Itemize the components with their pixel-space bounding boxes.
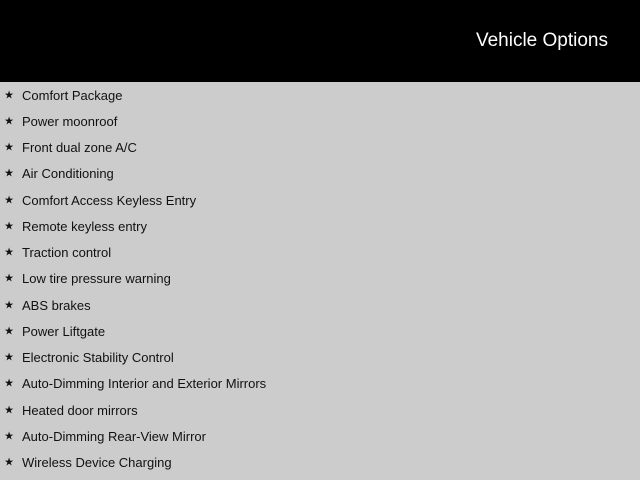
option-label: Power moonroof — [22, 113, 118, 129]
star-icon: ★ — [4, 351, 14, 364]
option-label: Remote keyless entry — [22, 218, 147, 234]
option-label: Comfort Package — [22, 87, 123, 103]
list-item — [0, 109, 640, 135]
star-icon: ★ — [4, 272, 14, 285]
option-label: Auto-Dimming Rear-View Mirror — [22, 428, 206, 444]
list-item — [0, 398, 640, 424]
list-item — [0, 266, 640, 292]
star-icon: ★ — [4, 456, 14, 469]
list-item — [0, 424, 640, 450]
vehicle-options-list — [0, 82, 640, 476]
list-item — [0, 293, 640, 319]
star-icon: ★ — [4, 141, 14, 154]
option-label: Heated door mirrors — [22, 402, 138, 418]
list-item — [0, 319, 640, 345]
list-item — [0, 450, 640, 476]
star-icon: ★ — [4, 194, 14, 207]
star-icon: ★ — [4, 115, 14, 128]
option-label: Front dual zone A/C — [22, 140, 137, 156]
option-label: Comfort Access Keyless Entry — [22, 192, 197, 208]
star-icon: ★ — [4, 377, 14, 390]
page-title: Vehicle Options — [475, 30, 608, 51]
star-icon: ★ — [4, 430, 14, 443]
list-item — [0, 83, 640, 109]
star-icon: ★ — [4, 167, 14, 180]
star-icon: ★ — [4, 89, 14, 102]
list-item — [0, 161, 640, 187]
star-icon: ★ — [4, 246, 14, 259]
option-label: Wireless Device Charging — [22, 455, 172, 471]
star-icon: ★ — [4, 404, 14, 417]
star-icon: ★ — [4, 299, 14, 312]
star-icon: ★ — [4, 220, 14, 233]
option-label: Electronic Stability Control — [22, 350, 174, 366]
list-item — [0, 345, 640, 371]
header-bar — [0, 0, 640, 82]
option-label: Auto-Dimming Interior and Exterior Mirrors — [22, 376, 267, 392]
option-label: ABS brakes — [22, 297, 91, 313]
list-item — [0, 188, 640, 214]
option-label: Traction control — [22, 245, 112, 261]
option-label: Power Liftgate — [22, 323, 106, 339]
option-label: Air Conditioning — [22, 166, 114, 182]
list-item — [0, 240, 640, 266]
list-item — [0, 371, 640, 397]
list-item — [0, 214, 640, 240]
option-label: Low tire pressure warning — [22, 271, 171, 287]
star-icon: ★ — [4, 325, 14, 338]
list-item — [0, 135, 640, 161]
